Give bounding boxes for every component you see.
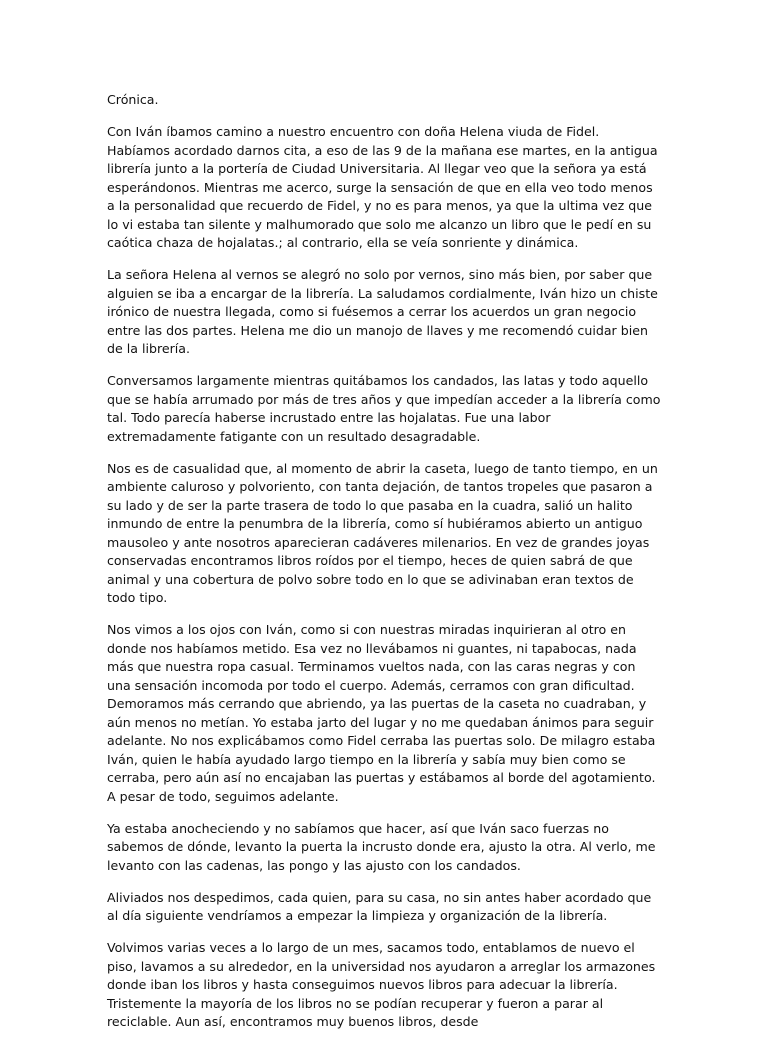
- paragraph: Con Iván íbamos camino a nuestro encuentro con doña Helena viuda de Fidel. Habíamos acordado darnos cita, a eso de las 9 de la mañana ese martes, en la antigua librería junto a la portería de Ciudad Universitaria. Al llegar veo que la señora ya está esperándonos. Mientras me acerco, surge la sensación de que en ella veo todo menos a la personalidad que recuerdo de Fidel, y no es para menos, ya que la ultima vez que lo vi estaba tan silente y malhumorado que solo me alcanzo un libro que le pedí en su caótica chaza de hojalatas.; al contrario, ella se veía sonriente y dinámica.: [107, 124, 658, 250]
- paragraph: Conversamos largamente mientras quitábamos los candados, las latas y todo aquello que se había arrumado por más de tres años y que impedían acceder a la librería como tal. Todo parecía haberse incrustado entre las hojalatas. Fue una labor extremadamente fatigante con un resultado desagradable.: [107, 373, 661, 444]
- paragraph: Aliviados nos despedimos, cada quien, para su casa, no sin antes haber acordado que al día siguiente vendríamos a empezar la limpieza y organización de la librería.: [107, 889, 652, 923]
- paragraph: Volvimos varias veces a lo largo de un mes, sacamos todo, entablamos de nuevo el piso, lavamos a su alrededor, en la universidad nos ayudaron a arreglar los armazones donde iban los libros y hasta conseguimos nuevos libros para adecuar la librería. Tristemente la mayoría de los libros no se podían recuperar y fueron a parar al reciclable. Aun así, encontramos muy buenos libros, desde: [107, 940, 656, 1029]
- paragraph: Nos es de casualidad que, al momento de abrir la caseta, luego de tanto tiempo, en un ambiente caluroso y polvoriento, con tanta dejación, de tantos tropeles que pasaron a su lado y de ser la parte trasera de todo lo que pasaba en la cuadra, salió un halito inmundo de entre la penumbra de la librería, como sí hubiéramos abierto un antiguo mausoleo y ante nosotros aparecieran cadáveres milenarios. En vez de grandes joyas conservadas encontramos libros roídos por el tiempo, heces de quien sabrá de que animal y una cobertura de polvo sobre todo en lo que se adivinaban eran textos de todo tipo.: [107, 460, 658, 605]
- document-body: [107, 91, 663, 1045]
- document-title: Crónica.: [107, 92, 159, 107]
- paragraph: Ya estaba anocheciendo y no sabíamos que hacer, así que Iván saco fuerzas no sabemos de dónde, levanto la puerta la incrusto donde era, ajusto la otra. Al verlo, me levanto con las cadenas, las pongo y las ajusto con los candados.: [107, 820, 656, 873]
- paragraph: Nos vimos a los ojos con Iván, como si con nuestras miradas inquirieran al otro en donde nos habíamos metido. Esa vez no llevábamos ni guantes, ni tapabocas, nada más que nuestra ropa casual. Terminamos vueltos nada, con las caras negras y con una sensación incomoda por todo el cuerpo. Además, cerramos con gran dificultad. Demoramos más cerrando que abriendo, ya las puertas de la caseta no cuadraban, y aún menos no metían. Yo estaba jarto del lugar y no me quedaban ánimos para seguir adelante. No nos explicábamos como Fidel cerraba las puertas solo. De milagro estaba Iván, quien le había ayudado largo tiempo en la librería y sabía muy bien como se cerraba, pero aún así no encajaban las puertas y estábamos al borde del agotamiento. A pesar de todo, seguimos adelante.: [107, 622, 656, 804]
- paragraph: La señora Helena al vernos se alegró no solo por vernos, sino más bien, por saber que alguien se iba a encargar de la librería. La saludamos cordialmente, Iván hizo un chiste irónico de nuestra llegada, como si fuésemos a cerrar los acuerdos un gran negocio entre las dos partes. Helena me dio un manojo de llaves y me recomendó cuidar bien de la librería.: [107, 267, 658, 356]
